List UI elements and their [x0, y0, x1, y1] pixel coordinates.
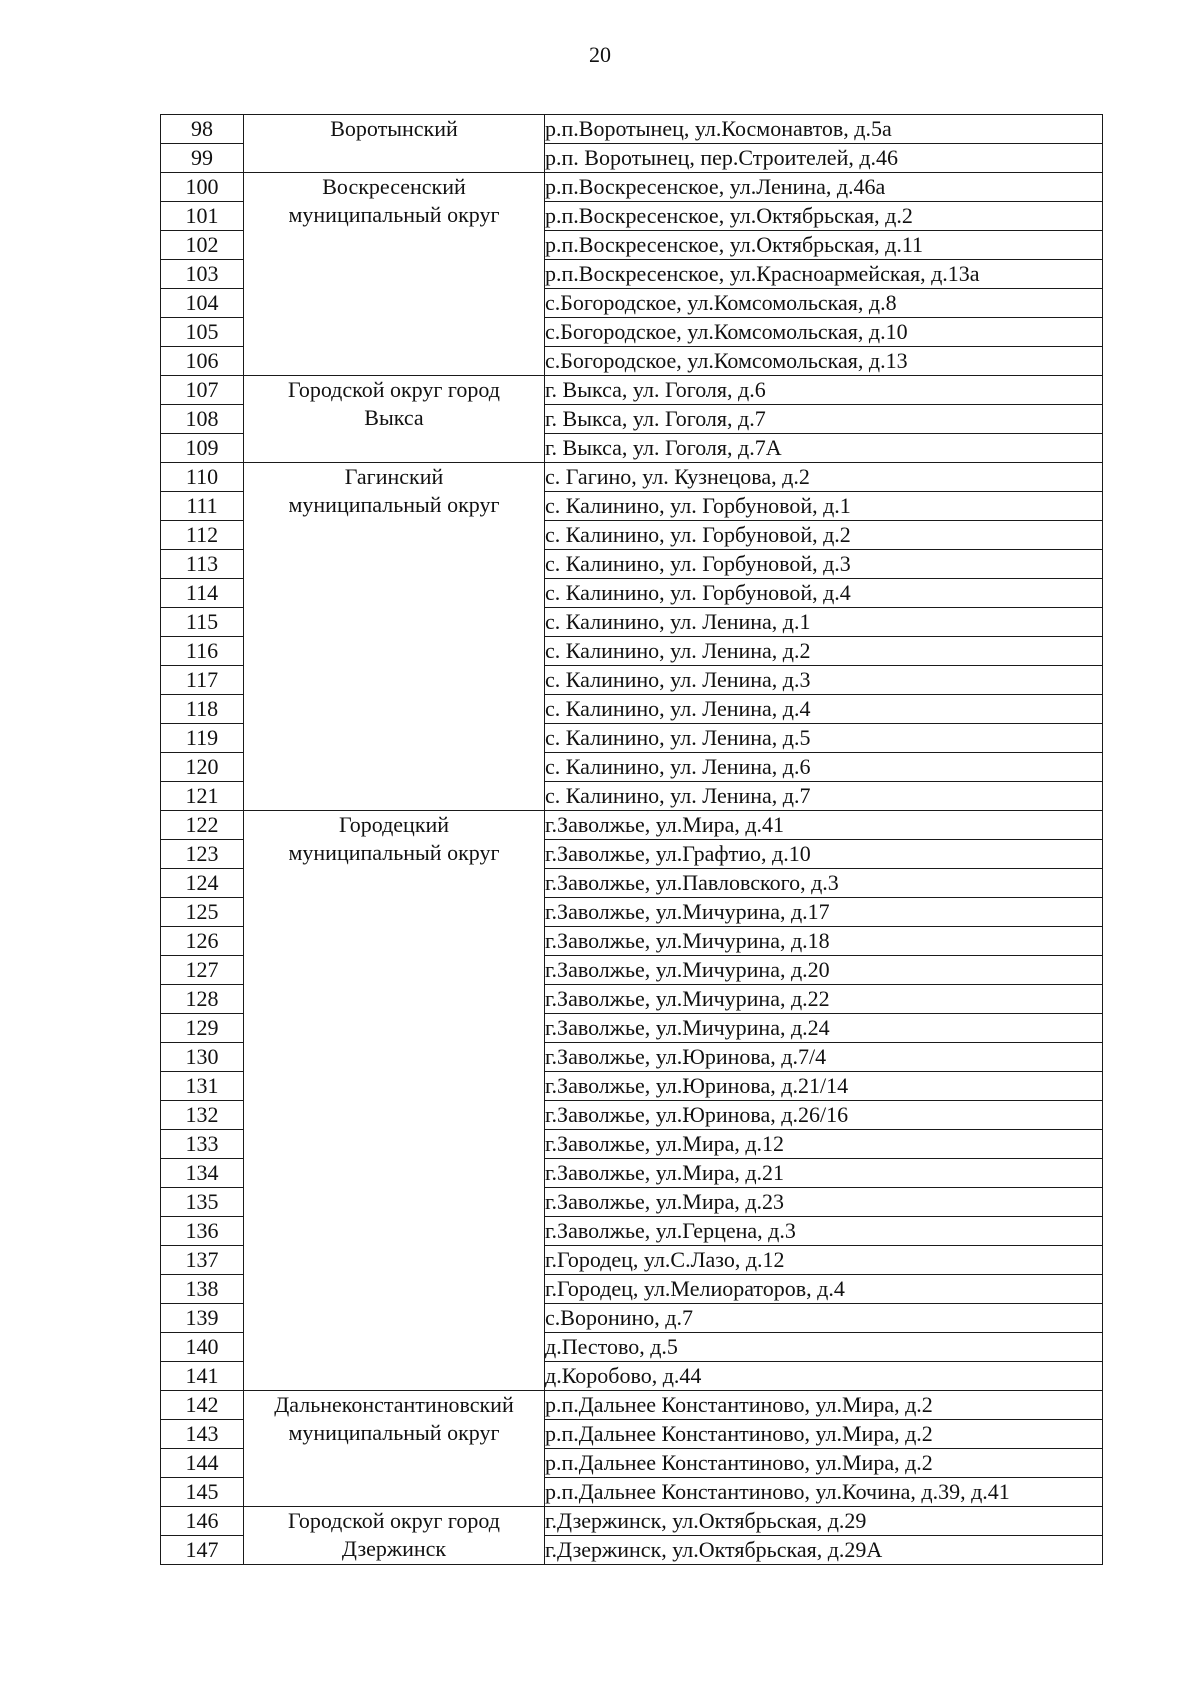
address-cell: г.Заволжье, ул.Мира, д.21	[545, 1159, 1103, 1188]
municipality-name-line: Гагинский	[344, 464, 444, 489]
address-cell: с. Калинино, ул. Ленина, д.2	[545, 637, 1103, 666]
row-number: 125	[161, 898, 244, 927]
row-number: 122	[161, 811, 244, 840]
municipality-cell	[244, 173, 545, 376]
row-number: 141	[161, 1362, 244, 1391]
address-cell: с. Калинино, ул. Горбуновой, д.1	[545, 492, 1103, 521]
row-number: 143	[161, 1420, 244, 1449]
row-number: 102	[161, 231, 244, 260]
address-cell: г.Заволжье, ул.Юринова, д.26/16	[545, 1101, 1103, 1130]
municipality-cell	[244, 463, 545, 811]
address-cell: с.Богородское, ул.Комсомольская, д.10	[545, 318, 1103, 347]
address-table	[160, 114, 1103, 1565]
address-cell: р.п. Воротынец, пер.Строителей, д.46	[545, 144, 1103, 173]
municipality-cell	[244, 376, 545, 463]
row-number: 136	[161, 1217, 244, 1246]
table-row	[161, 1507, 1103, 1536]
address-cell: г.Заволжье, ул.Мичурина, д.24	[545, 1014, 1103, 1043]
municipality-name-line: муниципальный округ	[288, 840, 500, 865]
row-number: 133	[161, 1130, 244, 1159]
row-number: 129	[161, 1014, 244, 1043]
address-cell: с. Калинино, ул. Горбуновой, д.3	[545, 550, 1103, 579]
row-number: 110	[161, 463, 244, 492]
address-cell: г.Заволжье, ул.Мира, д.12	[545, 1130, 1103, 1159]
address-cell: г.Дзержинск, ул.Октябрьская, д.29	[545, 1507, 1103, 1536]
address-cell: г.Заволжье, ул.Мичурина, д.22	[545, 985, 1103, 1014]
row-number: 109	[161, 434, 244, 463]
table-row	[161, 463, 1103, 492]
row-number: 98	[161, 115, 244, 144]
address-cell: г.Заволжье, ул.Мичурина, д.18	[545, 927, 1103, 956]
row-number: 132	[161, 1101, 244, 1130]
row-number: 111	[161, 492, 244, 521]
address-cell: г. Выкса, ул. Гоголя, д.6	[545, 376, 1103, 405]
municipality-name-line: муниципальный округ	[288, 1420, 500, 1445]
address-cell: с.Богородское, ул.Комсомольская, д.13	[545, 347, 1103, 376]
address-cell: г.Дзержинск, ул.Октябрьская, д.29А	[545, 1536, 1103, 1565]
row-number: 120	[161, 753, 244, 782]
address-cell: г.Заволжье, ул.Мира, д.23	[545, 1188, 1103, 1217]
municipality-name-line: Воротынский	[330, 116, 458, 141]
address-cell: р.п.Воскресенское, ул.Ленина, д.46а	[545, 173, 1103, 202]
row-number: 144	[161, 1449, 244, 1478]
row-number: 139	[161, 1304, 244, 1333]
address-cell: р.п.Воскресенское, ул.Октябрьская, д.2	[545, 202, 1103, 231]
address-cell: р.п.Дальнее Константиново, ул.Мира, д.2	[545, 1449, 1103, 1478]
row-number: 101	[161, 202, 244, 231]
municipality-name-line: Дзержинск	[341, 1536, 447, 1561]
address-cell: р.п.Дальнее Константиново, ул.Мира, д.2	[545, 1391, 1103, 1420]
table-row	[161, 1391, 1103, 1420]
row-number: 104	[161, 289, 244, 318]
address-cell: с. Гагино, ул. Кузнецова, д.2	[545, 463, 1103, 492]
row-number: 134	[161, 1159, 244, 1188]
row-number: 130	[161, 1043, 244, 1072]
row-number: 145	[161, 1478, 244, 1507]
row-number: 107	[161, 376, 244, 405]
address-cell: г.Заволжье, ул.Юринова, д.21/14	[545, 1072, 1103, 1101]
address-cell: г.Заволжье, ул.Мичурина, д.20	[545, 956, 1103, 985]
municipality-name-line: Дальнеконстантиновский	[274, 1392, 514, 1417]
municipality-cell	[244, 1391, 545, 1507]
row-number: 119	[161, 724, 244, 753]
row-number: 146	[161, 1507, 244, 1536]
address-cell: г. Выкса, ул. Гоголя, д.7А	[545, 434, 1103, 463]
row-number: 114	[161, 579, 244, 608]
row-number: 116	[161, 637, 244, 666]
table-row	[161, 376, 1103, 405]
address-cell: с. Калинино, ул. Горбуновой, д.4	[545, 579, 1103, 608]
row-number: 108	[161, 405, 244, 434]
row-number: 131	[161, 1072, 244, 1101]
address-cell: с. Калинино, ул. Ленина, д.4	[545, 695, 1103, 724]
row-number: 147	[161, 1536, 244, 1565]
row-number: 128	[161, 985, 244, 1014]
address-cell: р.п.Воскресенское, ул.Октябрьская, д.11	[545, 231, 1103, 260]
address-cell: г.Заволжье, ул.Мира, д.41	[545, 811, 1103, 840]
address-cell: с.Воронино, д.7	[545, 1304, 1103, 1333]
row-number: 140	[161, 1333, 244, 1362]
municipality-name-line: муниципальный округ	[288, 202, 500, 227]
row-number: 105	[161, 318, 244, 347]
address-cell: с.Богородское, ул.Комсомольская, д.8	[545, 289, 1103, 318]
row-number: 127	[161, 956, 244, 985]
row-number: 115	[161, 608, 244, 637]
row-number: 123	[161, 840, 244, 869]
row-number: 121	[161, 782, 244, 811]
row-number: 112	[161, 521, 244, 550]
row-number: 103	[161, 260, 244, 289]
row-number: 135	[161, 1188, 244, 1217]
address-cell: г.Заволжье, ул.Графтио, д.10	[545, 840, 1103, 869]
row-number: 113	[161, 550, 244, 579]
address-cell: д.Пестово, д.5	[545, 1333, 1103, 1362]
address-cell: с. Калинино, ул. Ленина, д.6	[545, 753, 1103, 782]
table-row	[161, 115, 1103, 144]
row-number: 99	[161, 144, 244, 173]
municipality-cell	[244, 811, 545, 1391]
address-cell: г.Заволжье, ул.Юринова, д.7/4	[545, 1043, 1103, 1072]
address-cell: г.Заволжье, ул.Павловского, д.3	[545, 869, 1103, 898]
row-number: 124	[161, 869, 244, 898]
address-cell: р.п.Дальнее Константиново, ул.Мира, д.2	[545, 1420, 1103, 1449]
address-cell: г.Городец, ул.С.Лазо, д.12	[545, 1246, 1103, 1275]
address-cell: г. Выкса, ул. Гоголя, д.7	[545, 405, 1103, 434]
table-row	[161, 173, 1103, 202]
row-number: 118	[161, 695, 244, 724]
municipality-cell	[244, 1507, 545, 1565]
address-cell: с. Калинино, ул. Ленина, д.7	[545, 782, 1103, 811]
address-cell: с. Калинино, ул. Ленина, д.5	[545, 724, 1103, 753]
row-number: 142	[161, 1391, 244, 1420]
address-table-body	[161, 115, 1103, 1565]
municipality-name-line: Городецкий	[338, 812, 450, 837]
row-number: 138	[161, 1275, 244, 1304]
table-row	[161, 811, 1103, 840]
municipality-name-line: Воскресенский	[322, 174, 466, 199]
address-cell: г.Заволжье, ул.Герцена, д.3	[545, 1217, 1103, 1246]
address-cell: с. Калинино, ул. Горбуновой, д.2	[545, 521, 1103, 550]
row-number: 106	[161, 347, 244, 376]
municipality-name-line: Городской округ город	[288, 377, 500, 402]
municipality-name-line: муниципальный округ	[288, 492, 500, 517]
address-cell: р.п.Воротынец, ул.Космонавтов, д.5а	[545, 115, 1103, 144]
address-cell: р.п.Дальнее Константиново, ул.Кочина, д.39, д.41	[545, 1478, 1103, 1507]
page-number: 20	[589, 42, 611, 67]
row-number: 126	[161, 927, 244, 956]
row-number: 100	[161, 173, 244, 202]
municipality-name-line: Выкса	[364, 405, 424, 430]
municipality-name-line: Городской округ город	[288, 1508, 500, 1533]
address-cell: д.Коробово, д.44	[545, 1362, 1103, 1391]
address-cell: г.Городец, ул.Мелиораторов, д.4	[545, 1275, 1103, 1304]
address-cell: г.Заволжье, ул.Мичурина, д.17	[545, 898, 1103, 927]
address-cell: с. Калинино, ул. Ленина, д.1	[545, 608, 1103, 637]
address-cell: с. Калинино, ул. Ленина, д.3	[545, 666, 1103, 695]
address-cell: р.п.Воскресенское, ул.Красноармейская, д.13а	[545, 260, 1103, 289]
municipality-cell	[244, 115, 545, 173]
row-number: 137	[161, 1246, 244, 1275]
row-number: 117	[161, 666, 244, 695]
